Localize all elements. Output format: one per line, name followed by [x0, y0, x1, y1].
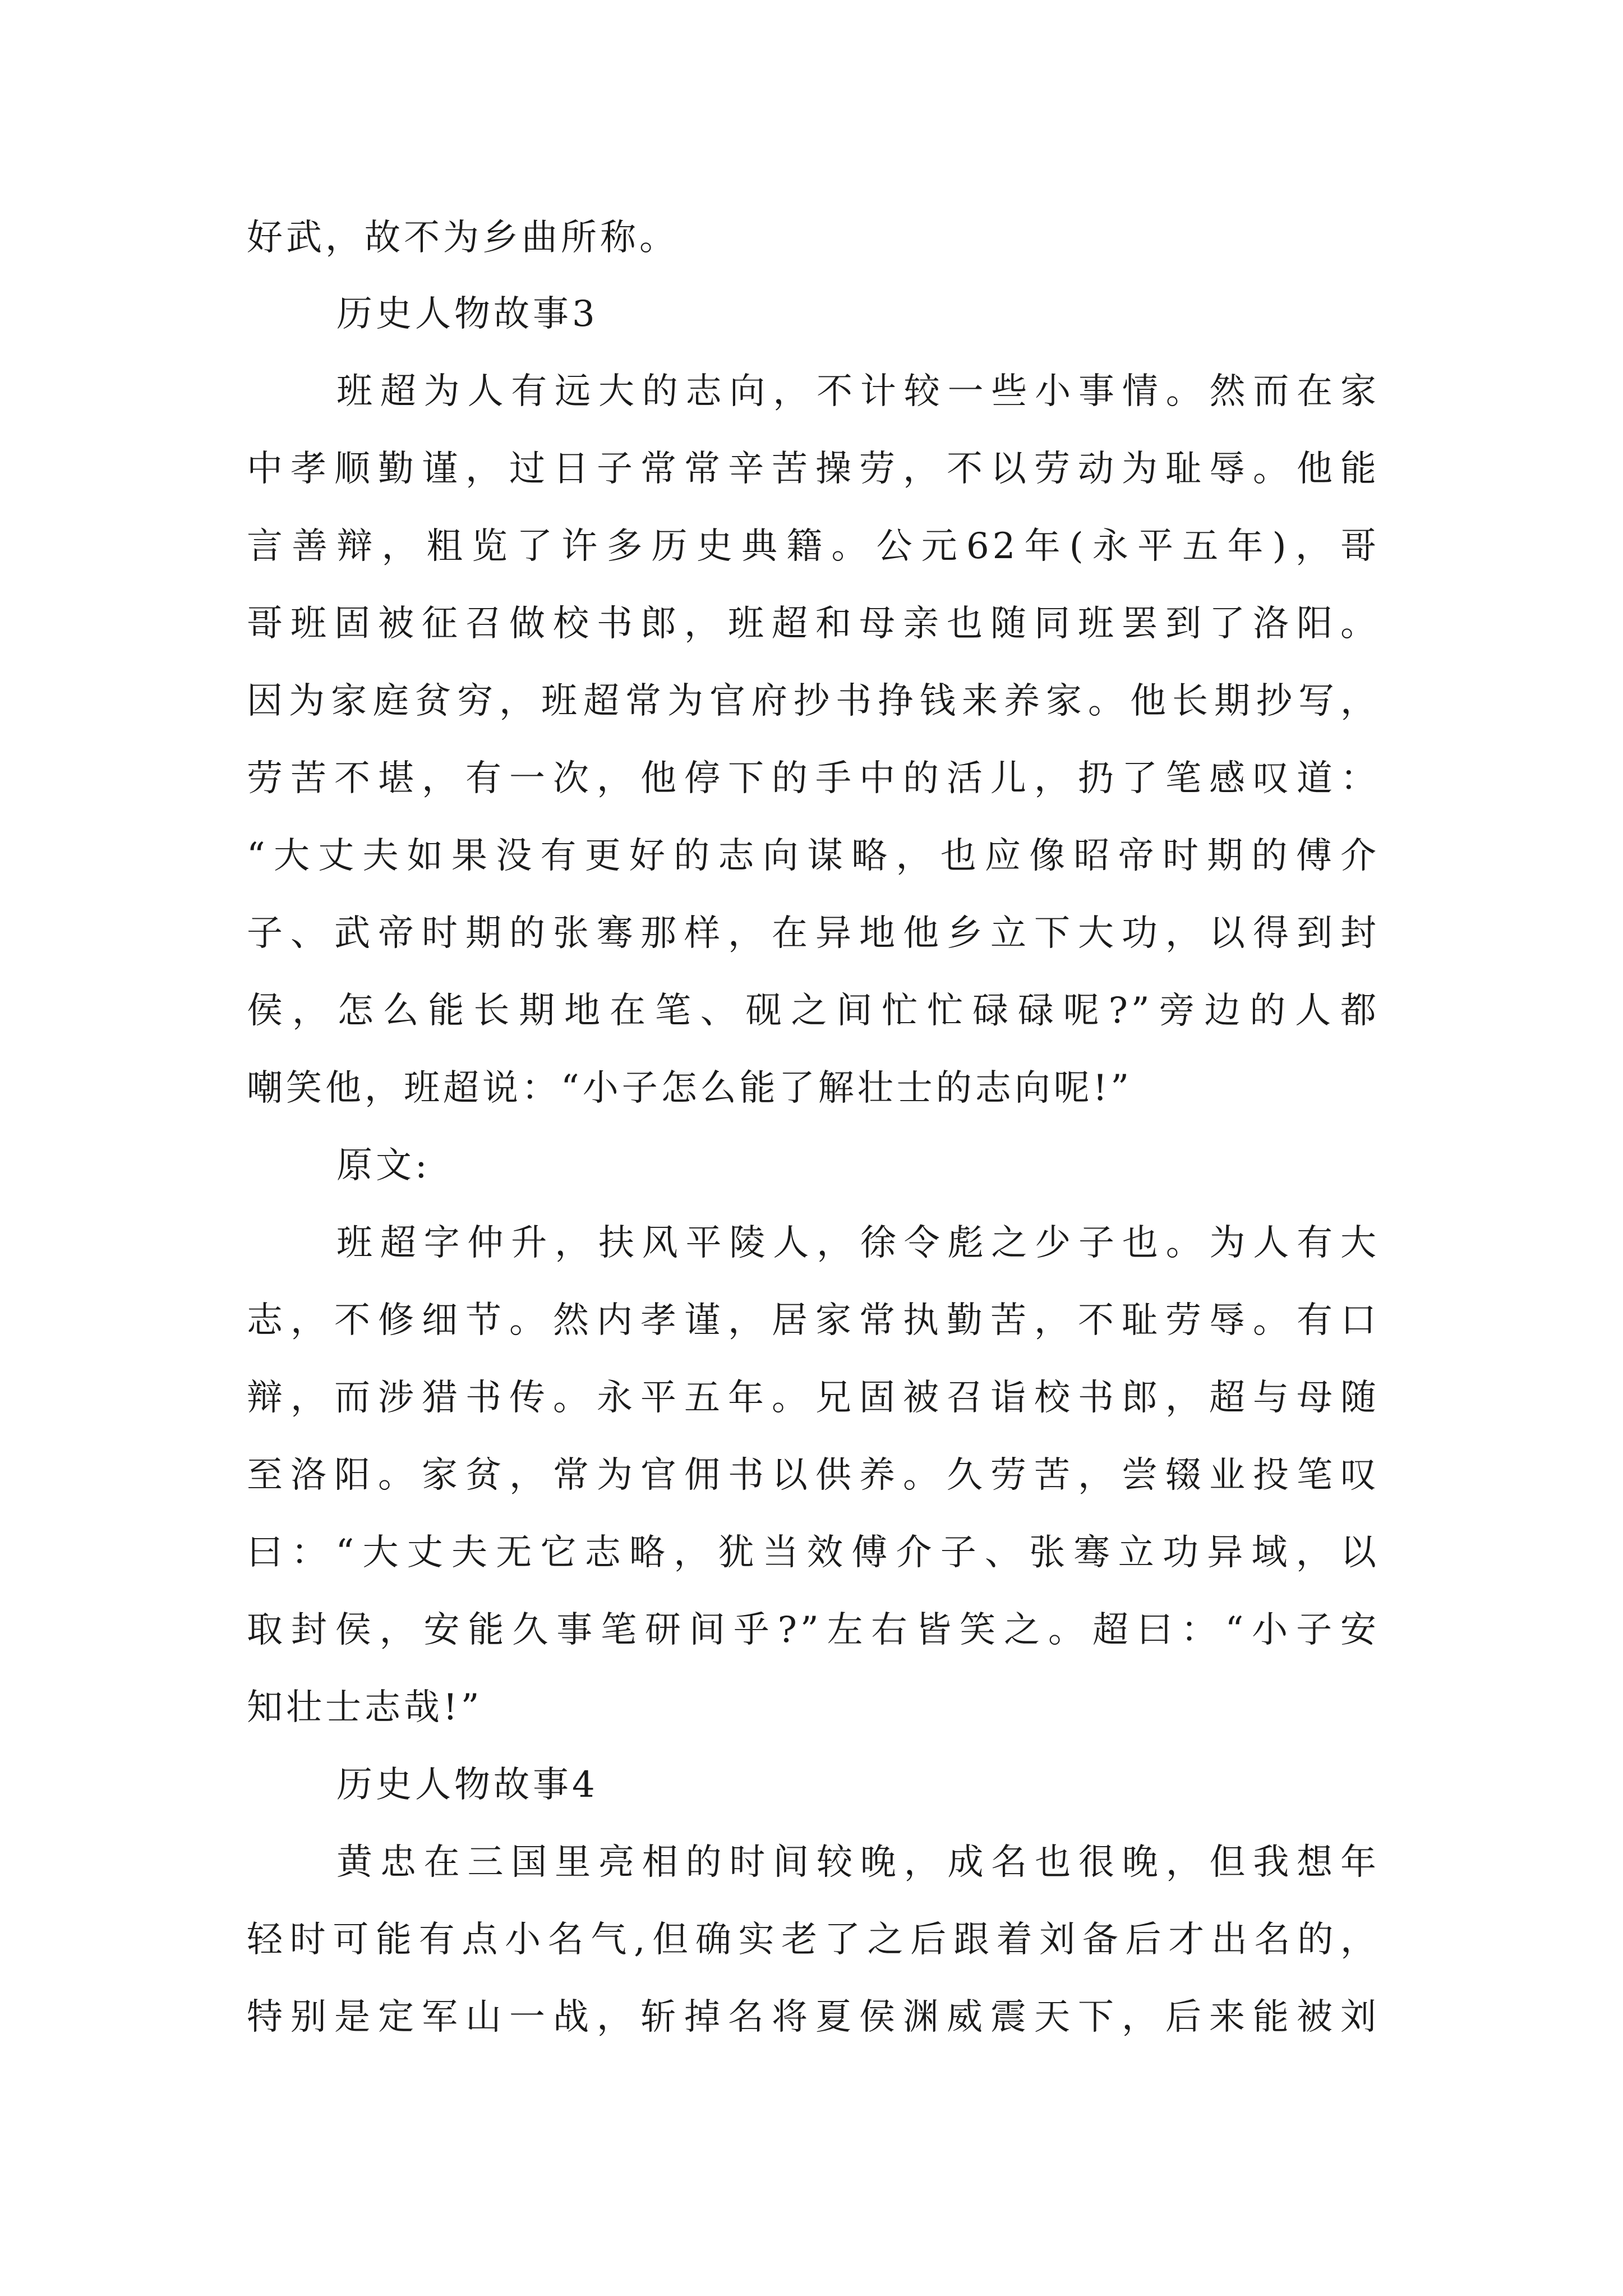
text-line: 知壮士志哉!” [247, 1687, 483, 1728]
text-line: 因为家庭贫穷，班超常为官府抄书挣钱来养家。他长期抄写， [247, 680, 1380, 722]
text-line: 好武，故不为乡曲所称。 [247, 217, 679, 259]
text-line: 黄忠在三国里亮相的时间较晚，成名也很晚，但我想年 [336, 1842, 1380, 1883]
text-line: 哥班固被征召做校书郎，班超和母亲也随同班罢到了洛阳。 [247, 603, 1380, 645]
text-line: 言善辩，粗览了许多历史典籍。公元62年(永平五年)，哥 [247, 526, 1380, 567]
text-line: 中孝顺勤谨，过日子常常辛苦操劳，不以劳动为耻辱。他能 [247, 448, 1380, 490]
section-heading: 原文: [336, 1145, 431, 1186]
text-line: 至洛阳。家贫，常为官佣书以供养。久劳苦，尝辍业投笔叹 [247, 1455, 1380, 1496]
text-line: 志，不修细节。然内孝谨，居家常执勤苦，不耻劳辱。有口 [247, 1300, 1380, 1341]
text-line: 班超字仲升，扶风平陵人，徐令彪之少子也。为人有大 [336, 1222, 1380, 1264]
text-line: 特别是定军山一战，斩掉名将夏侯渊威震天下，后来能被刘 [247, 1996, 1380, 2038]
text-line: 侯，怎么能长期地在笔、砚之间忙忙碌碌呢?”旁边的人都 [247, 990, 1380, 1032]
text-line: 轻时可能有点小名气,但确实老了之后跟着刘备后才出名的， [247, 1919, 1380, 1961]
section-heading: 历史人物故事3 [336, 293, 598, 335]
text-line: 取封侯，安能久事笔研间乎?”左右皆笑之。超曰：“小子安 [247, 1609, 1380, 1651]
section-heading: 历史人物故事4 [336, 1764, 598, 1806]
text-line: 班超为人有远大的志向，不计较一些小事情。然而在家 [336, 371, 1380, 412]
text-line: 劳苦不堪，有一次，他停下的手中的活儿，扔了笔感叹道： [247, 758, 1380, 799]
text-line: 曰：“大丈夫无它志略，犹当效傅介子、张骞立功异域，以 [247, 1532, 1380, 1573]
text-line: 嘲笑他，班超说：“小子怎么能了解壮士的志向呢!” [247, 1068, 1133, 1109]
text-line: 子、武帝时期的张骞那样，在异地他乡立下大功，以得到封 [247, 913, 1380, 954]
text-line: 辩，而涉猎书传。永平五年。兄固被召诣校书郎，超与母随 [247, 1377, 1380, 1419]
text-line: “大丈夫如果没有更好的志向谋略，也应像昭帝时期的傅介 [247, 835, 1380, 877]
